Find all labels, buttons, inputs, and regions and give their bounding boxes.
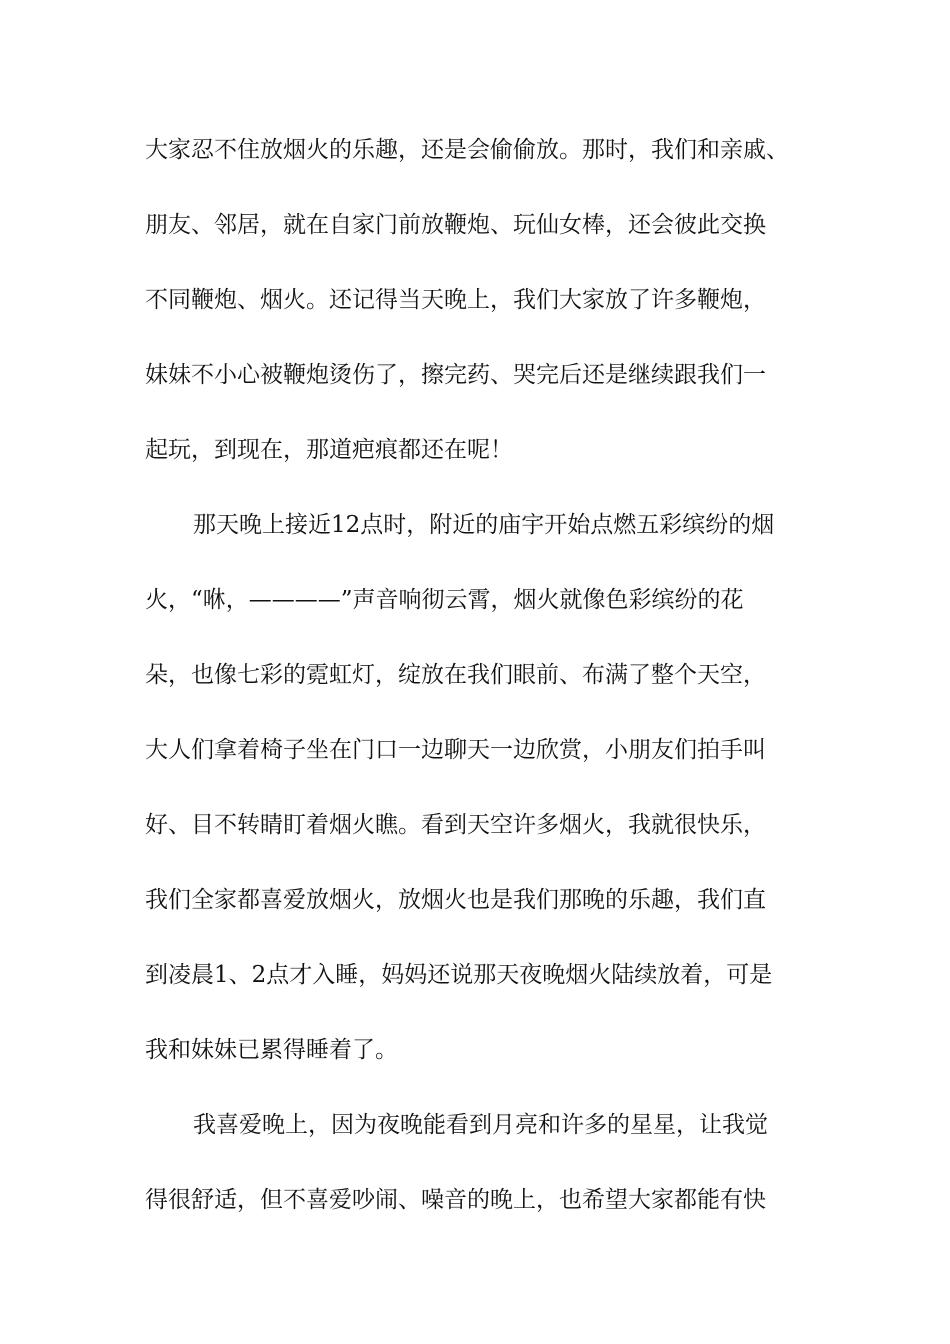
- text-line: 不同鞭炮、烟火。还记得当天晚上，我们大家放了许多鞭炮，: [145, 287, 766, 313]
- text-line: 好、目不转睛盯着烟火瞧。看到天空许多烟火，我就很快乐，: [145, 812, 766, 838]
- text-line: 火，“咻，————”声音响彻云霄，烟火就像色彩缤纷的花: [145, 587, 744, 613]
- paragraph-first-line: 那天晚上接近12点时，附近的庙宇开始点燃五彩缤纷的烟: [193, 512, 775, 538]
- paragraph-first-line: 我喜爱晚上，因为夜晚能看到月亮和许多的星星，让我觉: [193, 1112, 768, 1138]
- text-line: 到凌晨1、2点才入睡，妈妈还说那天夜晚烟火陆续放着，可是: [145, 962, 773, 988]
- text-line: 朵，也像七彩的霓虹灯，绽放在我们眼前、布满了整个天空，: [145, 662, 766, 688]
- text-line: 我们全家都喜爱放烟火，放烟火也是我们那晚的乐趣，我们直: [145, 887, 766, 913]
- text-line: 我和妹妹已累得睡着了。: [145, 1037, 398, 1063]
- text-line: 起玩，到现在，那道疤痕都还在呢！: [145, 437, 513, 463]
- text-line: 大人们拿着椅子坐在门口一边聊天一边欣赏，小朋友们拍手叫: [145, 737, 766, 763]
- text-line: 得很舒适，但不喜爱吵闹、噪音的晚上，也希望大家都能有快: [145, 1187, 766, 1213]
- text-line: 朋友、邻居，就在自家门前放鞭炮、玩仙女棒，还会彼此交换: [145, 212, 766, 238]
- text-line: 妹妹不小心被鞭炮烫伤了，擦完药、哭完后还是继续跟我们一: [145, 362, 766, 388]
- text-line: 大家忍不住放烟火的乐趣，还是会偷偷放。那时，我们和亲戚、: [145, 137, 789, 163]
